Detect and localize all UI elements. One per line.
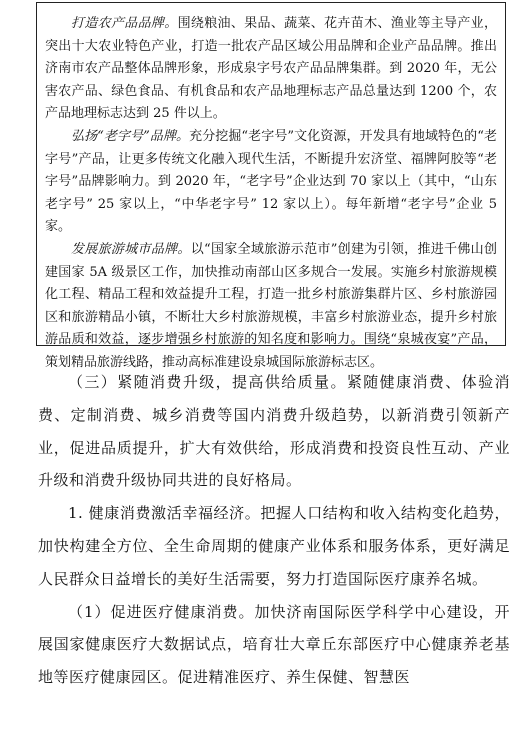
paragraph-text: 充分挖掘“老字号”文化资源，开发具有地域特色的“老字号”产品，让更多传统文化融入现代生活，不断提升宏济堂、福牌阿胶等“老字号”品牌影响力。到 2020 年，“老字号”企业达到 70 家以上（其中，“山东老字号” 25 家以上，“中华老字号” 12 家以上）。每年新增“老字号”企业 5 家。 xyxy=(45,128,497,235)
paragraph-text: 围绕粮油、果品、蔬菜、花卉苗木、渔业等主导产业，突出十大农业特色产业，打造一批农产品区域公用品牌和企业产品品牌。推出济南市农产品整体品牌形象，形成泉字号农产品品牌集群。到 2020 年，无公害农产品、绿色食品、有机食品和农产品地理标志产品总量达到 1200 个，农产品地理标志达到 25 件以上。 xyxy=(45,16,497,122)
body-paragraph-subitem-1: （1）促进医疗健康消费。加快济南国际医学科学中心建设，开展国家健康医疗大数据试点，培育壮大章丘东部医疗中心健康养老基地等医疗健康园区。促进精准医疗、养生保健、智慧医 xyxy=(38,602,510,687)
boxed-text-panel xyxy=(36,2,506,370)
box-paragraph-3 xyxy=(45,239,497,375)
main-body-text xyxy=(38,366,510,694)
box-paragraph-1 xyxy=(45,13,497,126)
body-paragraph-item-1: 1. 健康消费激活幸福经济。把握人口结构和收入结构变化趋势，加快构建全方位、全生命周期的健康产业体系和服务体系，更好满足人民群众日益增长的美好生活需要，努力打造国际医疗康养名城。 xyxy=(38,504,510,588)
paragraph-lead: 发展旅游城市品牌。 xyxy=(71,241,191,257)
paragraph-text: 以“国家全域旅游示范市”创建为引领，推进千佛山创建国家 5A 级景区工作，加快推动南部山区多规合一发展。实施乡村旅游规模化工程、精品工程和效益提升工程，打造一批乡村旅游集群片区、乡村旅游园区和旅游精品小镇，不断壮大乡村旅游规模，丰富乡村旅游业态，提升乡村旅游品质和效益，逐步增强乡村旅游的知名度和影响力。围绕“泉城夜宴”产品，策划精品旅游线路，推动高标准建设泉城国际旅游标志区。 xyxy=(45,241,497,370)
paragraph-lead: 弘扬“老字号”品牌。 xyxy=(71,128,190,144)
paragraph-lead: 打造农产品品牌。 xyxy=(71,16,178,31)
box-paragraph-2 xyxy=(45,126,497,239)
body-paragraph-section-3: （三）紧随消费升级，提高供给质量。紧随健康消费、体验消费、定制消费、城乡消费等国内消费升级趋势，以新消费引领新产业，促进品质提升，扩大有效供给，形成消费和投资良性互动、产业升级和消费升级协同共进的良好格局。 xyxy=(38,373,510,490)
